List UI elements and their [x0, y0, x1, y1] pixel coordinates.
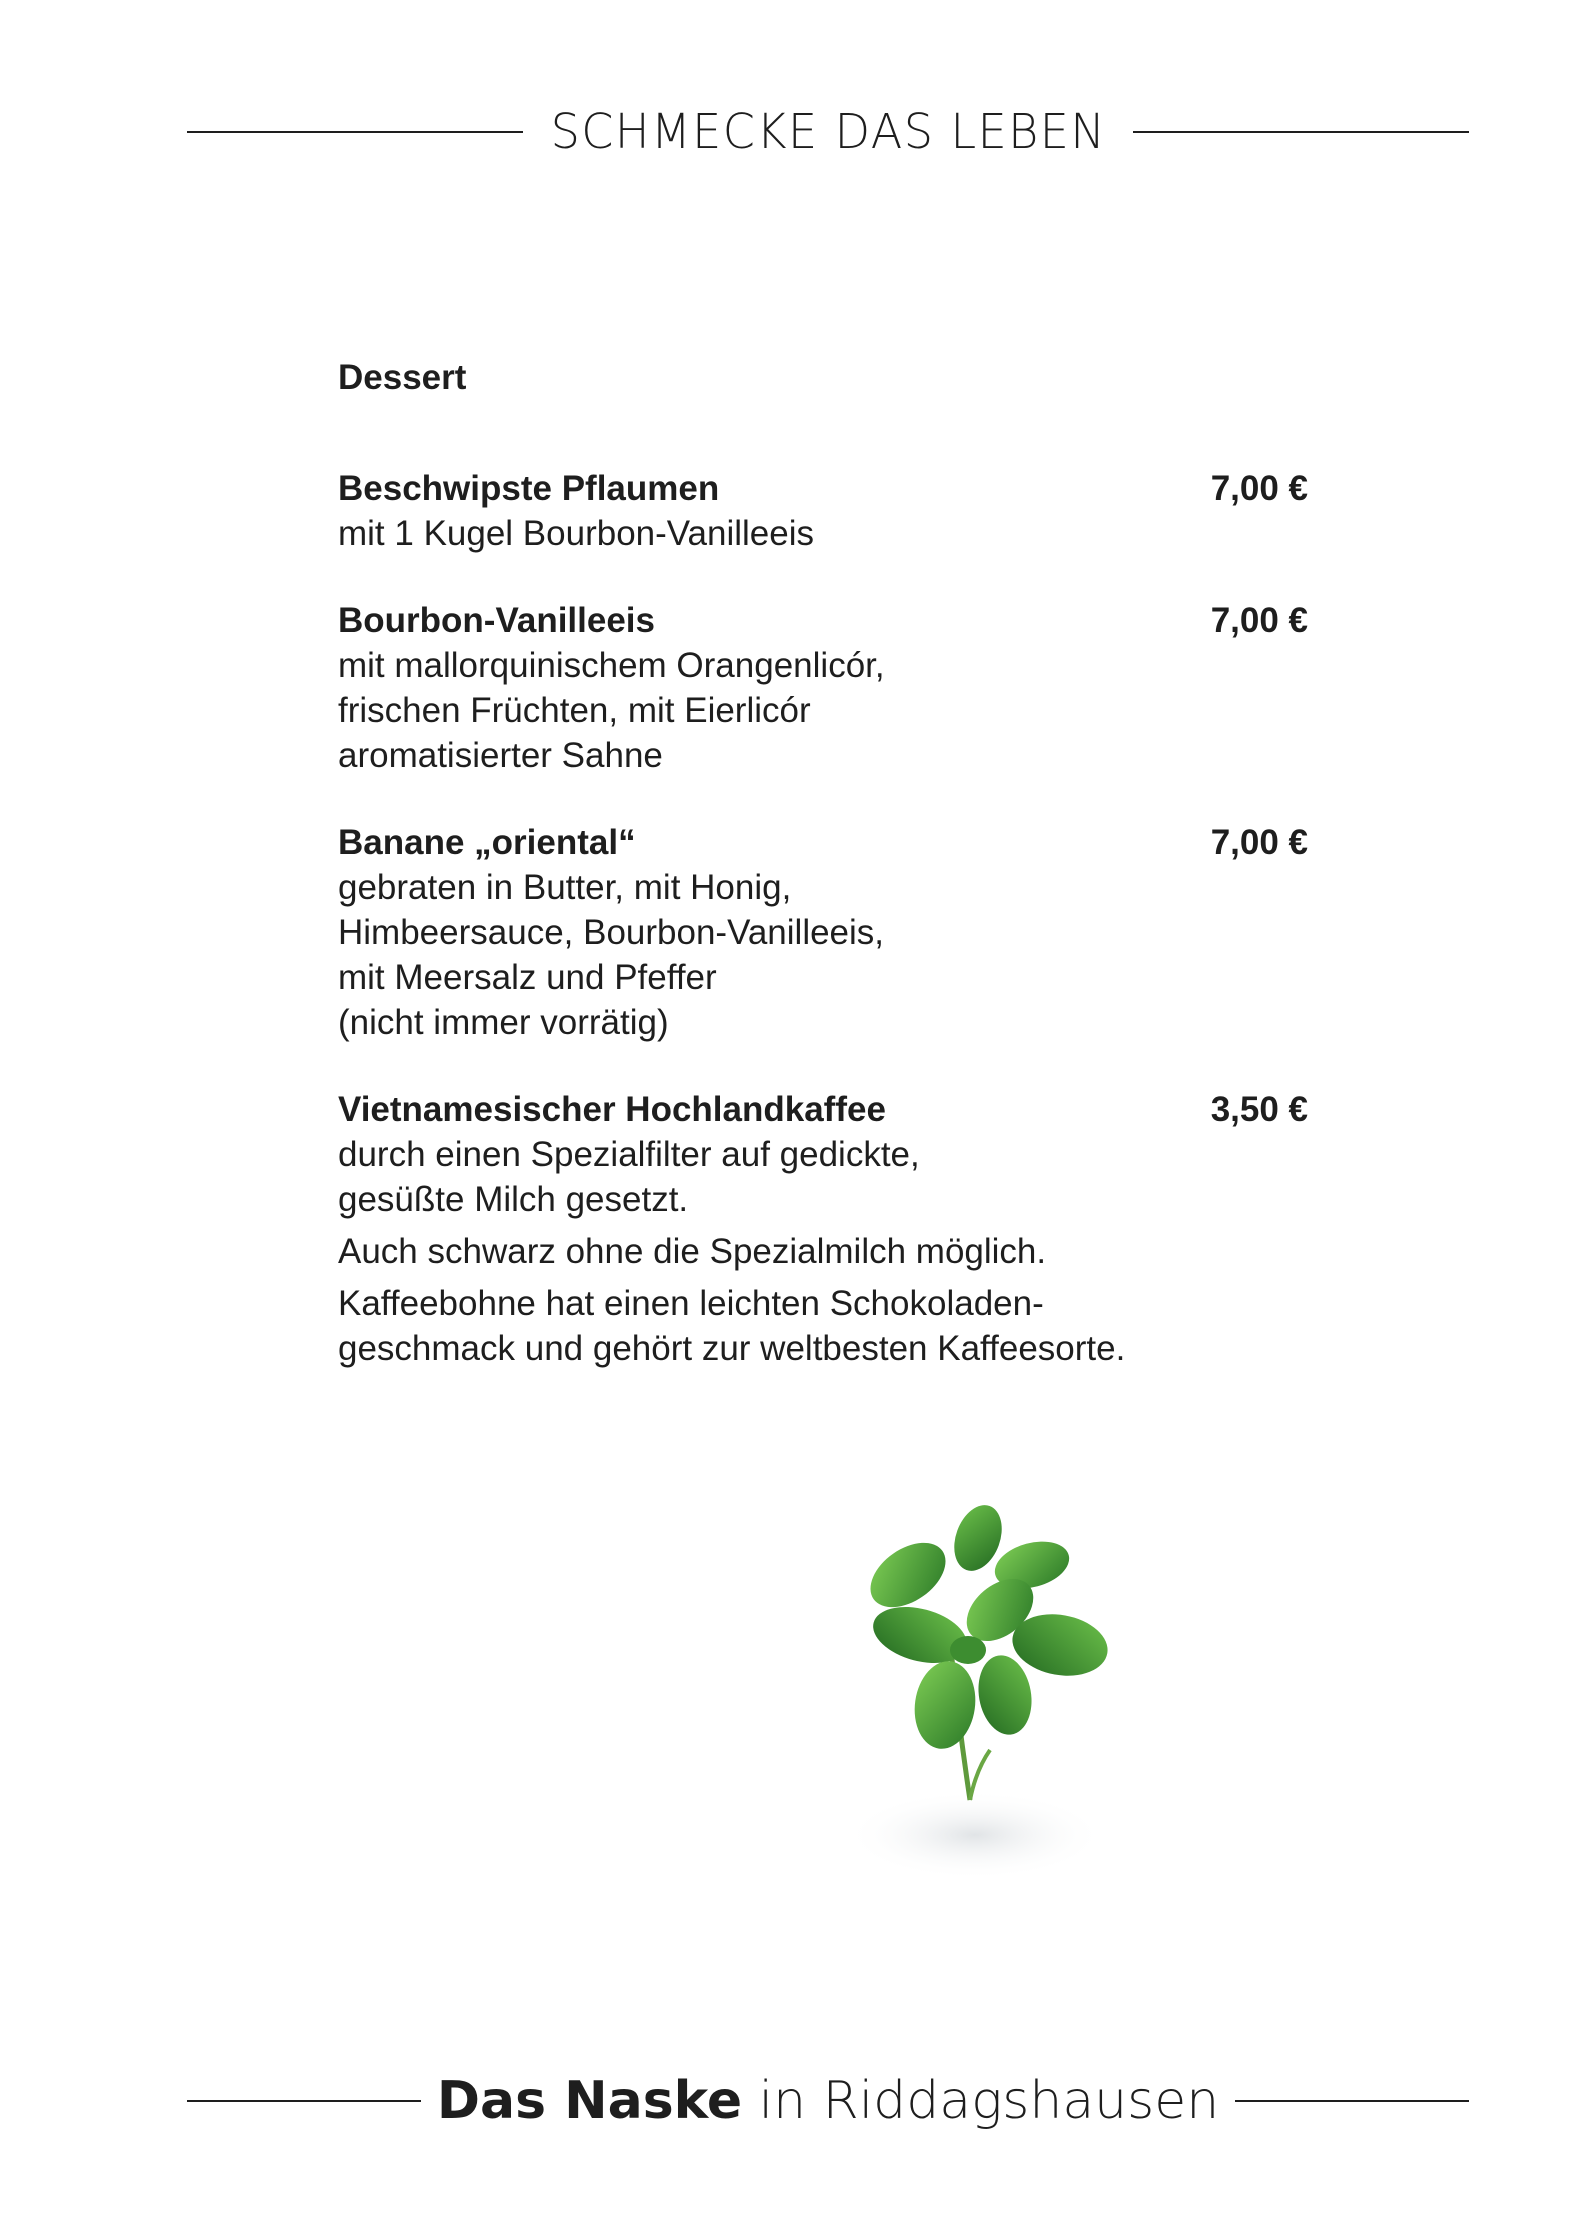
item-description-line: frischen Früchten, mit Eierlicór — [338, 691, 811, 730]
item-note-line: Auch schwarz ohne die Spezialmilch möglich. — [338, 1232, 1047, 1271]
menu-item — [338, 1087, 1308, 1371]
item-name: Banane „oriental“ — [338, 823, 636, 862]
menu-item — [338, 820, 1308, 1045]
herb-illustration — [800, 1470, 1130, 1890]
item-note — [338, 1281, 1308, 1371]
item-price: 7,00 € — [1210, 823, 1308, 862]
footer-rule-right — [1235, 2100, 1469, 2102]
header-rule-right — [1133, 131, 1469, 133]
item-description-line: Himbeersauce, Bourbon-Vanilleeis, — [338, 913, 885, 952]
herb-leaf — [909, 1657, 981, 1752]
menu-list — [338, 466, 1308, 1413]
page-title: SCHMECKE DAS LEBEN — [550, 104, 1106, 160]
herb-leaf — [972, 1651, 1037, 1739]
item-note-line: Kaffeebohne hat einen leichten Schokoladen- — [338, 1284, 1044, 1323]
item-note — [338, 1229, 1308, 1274]
herb-bud — [950, 1636, 986, 1664]
item-price: 7,00 € — [1210, 469, 1308, 508]
item-note-line: geschmack und gehört zur weltbesten Kaffeesorte. — [338, 1329, 1126, 1368]
item-name: Beschwipste Pflaumen — [338, 469, 720, 508]
brand-location: in Riddagshausen — [742, 2071, 1220, 2131]
page-footer — [187, 2066, 1469, 2136]
item-description-line: aromatisierter Sahne — [338, 736, 663, 775]
menu-item — [338, 598, 1308, 778]
section-title: Dessert — [338, 358, 467, 397]
herb-shadow — [845, 1790, 1105, 1880]
item-description-line: gesüßte Milch gesetzt. — [338, 1180, 689, 1219]
page-header — [187, 100, 1469, 164]
item-name: Bourbon-Vanilleeis — [338, 601, 655, 640]
item-price: 7,00 € — [1210, 601, 1308, 640]
herb-leaf — [859, 1530, 958, 1621]
item-price: 3,50 € — [1210, 1090, 1308, 1129]
menu-item — [338, 466, 1308, 556]
item-description-line: gebraten in Butter, mit Honig, — [338, 868, 792, 907]
item-description-line: mit mallorquinischem Orangenlicór, — [338, 646, 885, 685]
item-description-line: mit Meersalz und Pfeffer — [338, 958, 717, 997]
item-description-line: (nicht immer vorrätig) — [338, 1003, 669, 1042]
brand-name: Das Naske — [436, 2071, 743, 2131]
item-name: Vietnamesischer Hochlandkaffee — [338, 1090, 886, 1129]
herb-leaf — [867, 1597, 973, 1672]
item-description-line: mit 1 Kugel Bourbon-Vanilleeis — [338, 514, 815, 553]
restaurant-brand — [421, 2071, 1235, 2131]
footer-rule-left — [187, 2100, 421, 2102]
item-description-line: durch einen Spezialfilter auf gedickte, — [338, 1135, 920, 1174]
header-rule-left — [187, 131, 523, 133]
